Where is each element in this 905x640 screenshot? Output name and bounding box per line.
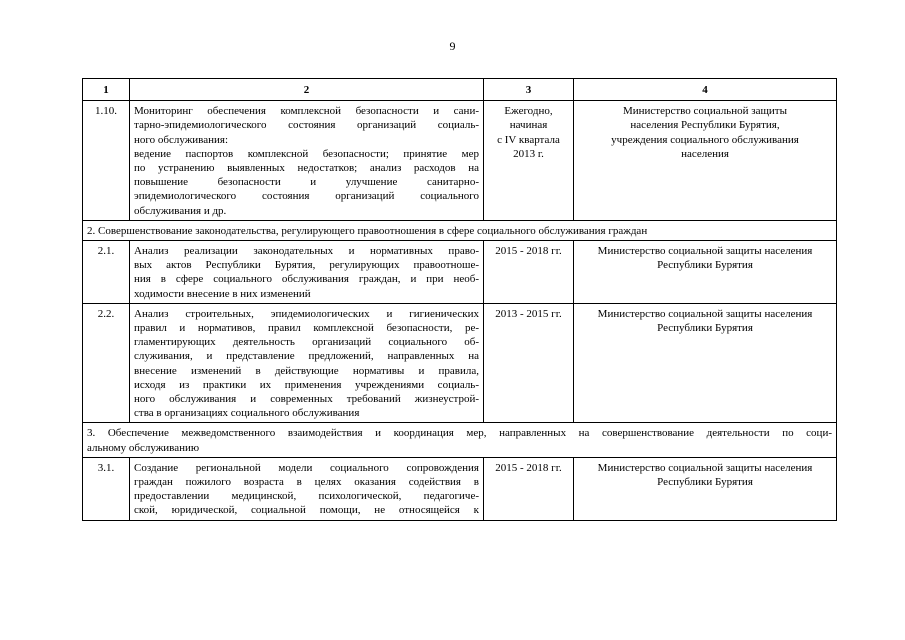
responsible-line: Республики Бурятия xyxy=(657,476,753,489)
item-description xyxy=(130,241,484,304)
column-header: 1 xyxy=(83,79,130,101)
table-row xyxy=(83,241,837,304)
item-period xyxy=(484,241,574,304)
responsible-line: Республики Бурятия xyxy=(657,259,753,272)
item-number: 1.10. xyxy=(83,101,130,221)
item-responsible xyxy=(574,457,837,520)
period-line: с IV квартала xyxy=(497,133,560,146)
description-line: Анализ строительных, эпидемиологических и гигиенических xyxy=(134,307,479,320)
period-line: 2015 - 2018 гг. xyxy=(495,461,562,474)
responsible-line: Министерство социальной защиты населения xyxy=(597,245,813,258)
description-line: Анализ реализации законодательных и нормативных право- xyxy=(134,245,479,258)
description-line: по устранению выявленных недостатков; анализ расходов на xyxy=(134,162,479,175)
item-responsible xyxy=(574,101,837,221)
action-plan-table xyxy=(82,78,837,521)
description-line: ния в сфере социального обслуживания граждан, и при необ- xyxy=(134,273,479,286)
description-line: ведение паспортов комплексной безопасности; принятие мер xyxy=(134,147,479,160)
item-number: 2.2. xyxy=(83,303,130,423)
table-header-row xyxy=(83,79,837,101)
description-line: исходя из практики их применения учреждениями социаль- xyxy=(134,378,479,391)
description-line: внесение изменений в действующие нормативы и правила, xyxy=(134,364,479,377)
item-responsible xyxy=(574,241,837,304)
description-line: тарно-эпидемиологического состояния организаций социаль- xyxy=(134,119,479,132)
responsible-line: населения xyxy=(681,147,729,160)
item-description xyxy=(130,303,484,423)
description-line: граждан пожилого возраста в целях оказания содействия в xyxy=(134,476,479,489)
item-period xyxy=(484,457,574,520)
section-line: 3. Обеспечение межведомственного взаимодействия и координация мер, направленных на совершенствование деятельности по соци- xyxy=(87,427,832,440)
item-description xyxy=(130,457,484,520)
item-number: 2.1. xyxy=(83,241,130,304)
description-line: ного обслуживания: xyxy=(134,133,229,146)
responsible-line: учреждения социального обслуживания xyxy=(611,133,799,146)
responsible-line: Республики Бурятия xyxy=(657,322,753,335)
section-heading: 2. Совершенствование законодательства, регулирующего правоотношения в сфере социального обслуживания граждан xyxy=(83,220,837,240)
period-line: 2015 - 2018 гг. xyxy=(495,245,562,258)
period-line: начиная xyxy=(509,119,548,132)
item-period xyxy=(484,303,574,423)
period-line: Ежегодно, xyxy=(504,105,553,118)
description-line: вых актов Республики Бурятия, регулирующих правоотноше- xyxy=(134,259,479,272)
description-line: обслуживания и др. xyxy=(134,204,227,217)
item-responsible xyxy=(574,303,837,423)
table-row xyxy=(83,101,837,221)
table-row xyxy=(83,303,837,423)
period-line: 2013 г. xyxy=(513,147,544,160)
description-line: предоставлении медицинской, психологической, педагогиче- xyxy=(134,490,479,503)
period-line: 2013 - 2015 гг. xyxy=(495,307,562,320)
section-line: альному обслуживанию xyxy=(87,441,200,454)
description-line: Мониторинг обеспечения комплексной безопасности и сани- xyxy=(134,105,479,118)
description-line: ного обслуживания и современных требований жизнеустрой- xyxy=(134,393,479,406)
item-description xyxy=(130,101,484,221)
responsible-line: Министерство социальной защиты населения xyxy=(597,461,813,474)
description-line: правил и нормативов, правил комплексной безопасности, ре- xyxy=(134,322,479,335)
table-row xyxy=(83,457,837,520)
column-header: 3 xyxy=(484,79,574,101)
description-line: ской, юридической, социальной помощи, не относящейся к xyxy=(134,504,479,517)
section-heading xyxy=(83,423,837,457)
column-header: 4 xyxy=(574,79,837,101)
description-line: гламентирующих деятельность организаций социального об- xyxy=(134,336,479,349)
responsible-line: Министерство социальной защиты населения xyxy=(597,307,813,320)
column-header: 2 xyxy=(130,79,484,101)
page-number: 9 xyxy=(449,39,456,53)
item-number: 3.1. xyxy=(83,457,130,520)
description-line: повышение безопасности и улучшение санитарно- xyxy=(134,176,479,189)
description-line: служивания, и представление предложений, направленных на xyxy=(134,350,479,363)
description-line: Создание региональной модели социального сопровождения xyxy=(134,461,479,474)
description-line: ходимости внесение в них изменений xyxy=(134,287,311,300)
section-row xyxy=(83,423,837,457)
section-row xyxy=(83,220,837,240)
description-line: эпидемиологического состояния организаций социального xyxy=(134,190,479,203)
description-line: ства в организациях социального обслуживания xyxy=(134,407,360,420)
responsible-line: населения Республики Бурятия, xyxy=(630,119,780,132)
item-period xyxy=(484,101,574,221)
responsible-line: Министерство социальной защиты xyxy=(622,105,788,118)
